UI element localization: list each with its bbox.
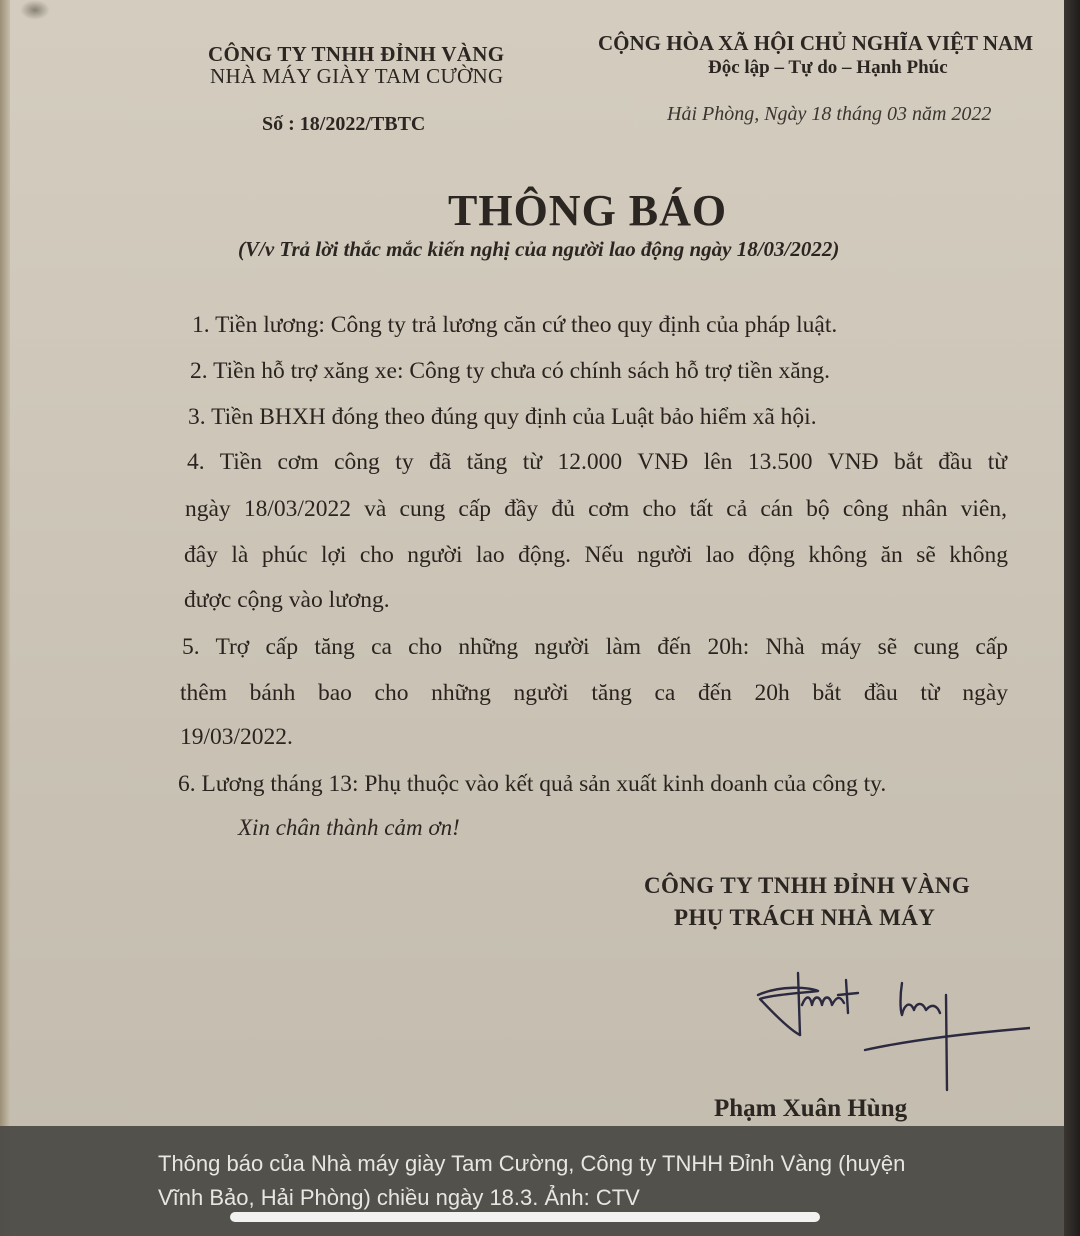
- notice-item-5-line-1: 5. Trợ cấp tăng ca cho những người làm đến 20h: Nhà máy sẽ cung cấp: [182, 634, 1008, 660]
- document-subject: (V/v Trả lời thắc mắc kiến nghị của người lao động ngày 18/03/2022): [238, 237, 840, 261]
- notice-item-4-line-1: 4. Tiền cơm công ty đã tăng từ 12.000 VNĐ lên 13.500 VNĐ bắt đầu từ: [187, 449, 1007, 475]
- document-number: Số : 18/2022/TBTC: [262, 113, 426, 135]
- issuer-company-name: CÔNG TY TNHH ĐỈNH VÀNG: [208, 42, 505, 66]
- signatory-name: Phạm Xuân Hùng: [714, 1095, 908, 1122]
- handwritten-signature-icon: [750, 965, 1030, 1100]
- closing-thanks: Xin chân thành cảm ơn!: [238, 815, 460, 840]
- notice-item-6: 6. Lương tháng 13: Phụ thuộc vào kết quả sản xuất kinh doanh của công ty.: [178, 771, 887, 797]
- notice-item-1: 1. Tiền lương: Công ty trả lương căn cứ theo quy định của pháp luật.: [192, 312, 838, 338]
- scroll-handle-bar[interactable]: [230, 1212, 820, 1222]
- photo-background-edge: [1064, 0, 1080, 1236]
- national-title: CỘNG HÒA XÃ HỘI CHỦ NGHĨA VIỆT NAM: [598, 31, 1034, 55]
- photo-caption-text: Thông báo của Nhà máy giày Tam Cường, Công ty TNHH Đỉnh Vàng (huyện Vĩnh Bảo, Hải Phòng) chiều ngày 18.3. Ảnh: CTV: [158, 1151, 906, 1210]
- notice-item-2: 2. Tiền hỗ trợ xăng xe: Công ty chưa có chính sách hỗ trợ tiền xăng.: [190, 358, 831, 384]
- notice-item-3: 3. Tiền BHXH đóng theo đúng quy định của Luật bảo hiểm xã hội.: [188, 404, 817, 430]
- notice-item-5-line-3: 19/03/2022.: [180, 724, 293, 750]
- issuer-factory-name: NHÀ MÁY GIÀY TAM CƯỜNG: [210, 64, 504, 88]
- signatory-role: PHỤ TRÁCH NHÀ MÁY: [674, 905, 936, 930]
- notice-item-5-line-2: thêm bánh bao cho những người tăng ca đến 20h bắt đầu từ ngày: [180, 680, 1008, 706]
- notice-item-4-line-3: đây là phúc lợi cho người lao động. Nếu người lao động không ăn sẽ không: [184, 542, 1008, 568]
- signatory-company: CÔNG TY TNHH ĐỈNH VÀNG: [644, 873, 971, 898]
- document-title: THÔNG BÁO: [448, 186, 728, 235]
- notice-item-4-line-4: được cộng vào lương.: [184, 587, 390, 613]
- notice-item-4-line-2: ngày 18/03/2022 và cung cấp đầy đủ cơm cho tất cả cán bộ công nhân viên,: [185, 496, 1007, 522]
- national-motto: Độc lập – Tự do – Hạnh Phúc: [708, 57, 948, 78]
- place-and-date: Hải Phòng, Ngày 18 tháng 03 năm 2022: [667, 103, 992, 125]
